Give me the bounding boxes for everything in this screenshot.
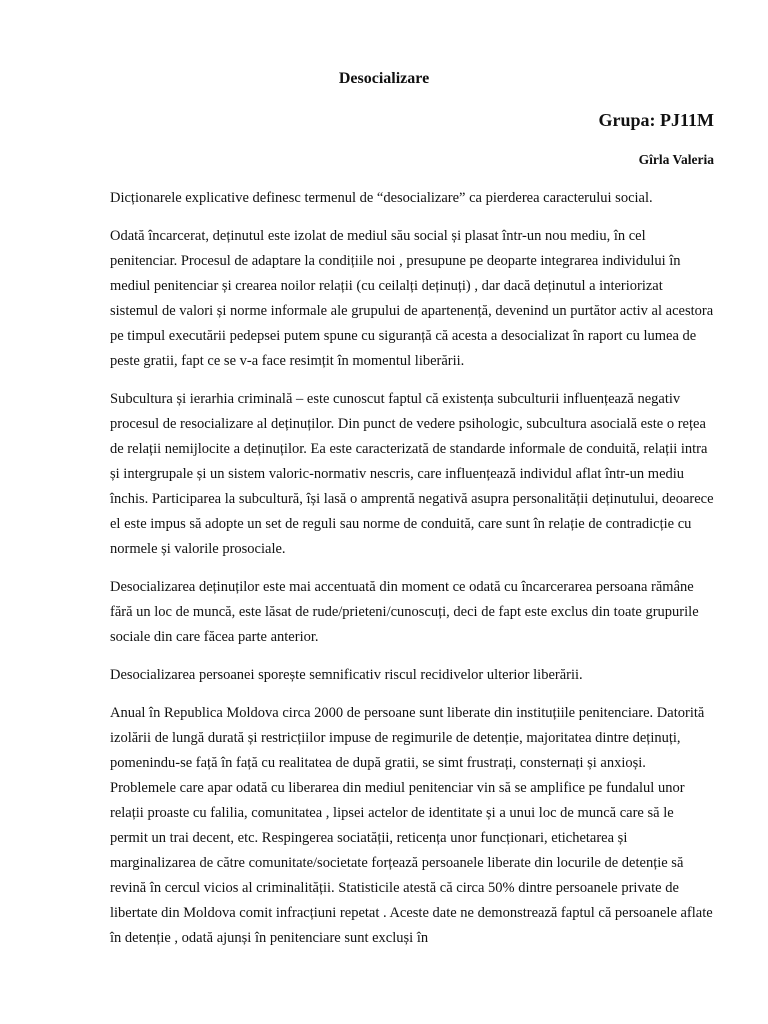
author-name: Gîrla Valeria xyxy=(638,152,714,167)
document-body xyxy=(110,186,714,964)
paragraph: Anual în Republica Moldova circa 2000 de persoane sunt liberate din instituțiile penitenciare. Datorită izolării de lungă durată și restricțiilor impuse de regimurile de detenție, majoritatea dintre deținuți, pomenindu-se față în față cu realitatea de după gratii, se simt frustrați, consternați și anxioși. Problemele care apar odată cu liberarea din mediul penitenciar vin să se amplifice pe fundalul unor relații proaste cu falilia, comunitatea , lipsei actelor de identitate și a unui loc de muncă care să le permit un trai decent, etc. Respingerea sociatății, reticența unor funcționari, etichetarea și marginalizarea de către comunitate/societate forțează persoanele liberate din locurile de detenție să revină în cercul vicios al criminalității. Statisticile atestă că circa 50% dintre persoanele private de libertate din Moldova comit infracțiuni repetat . Aceste date ne demonstrează faptul că persoanele aflate în detenție , odată ajunși în penitenciare sunt excluși în xyxy=(110,705,713,946)
paragraph: Subcultura și ierarhia criminală – este cunoscut faptul că existența subculturii influențează negativ procesul de resocializare al deținuților. Din punct de vedere psihologic, subcultura asocială este o rețea de relații nemijlocite a deținuților. Ea este caracterizată de standarde informale de conduită, relații intra și intergrupale și un sistem valoric-normativ nescris, care influențează individul aflat într-un mediu închis. Participarea la subcultură, își lasă o amprentă negativă asupra personalității deținutului, deoarece el este impus să adopte un set de reguli sau norme de conduită, care sunt în relație de contradicție cu normele și valorile prosociale. xyxy=(110,391,714,557)
paragraph: Desocializarea persoanei sporește semnificativ riscul recidivelor ulterior liberării. xyxy=(110,667,583,683)
paragraph: Odată încarcerat, deținutul este izolat de mediul său social și plasat într-un nou mediu, în cel penitenciar. Procesul de adaptare la condițiile noi , presupune pe deoparte integrarea individului în mediul penitenciar și crearea noilor relații (cu ceilalți deținuți) , dar dacă deținutul a interiorizat sistemul de valori și norme informale ale grupului de apartenență, devenind un purtător activ al acestora pe timpul executării pedepsei putem spune cu siguranță că acesta a desocializat în raport cu lumea de peste gratii, fapt ce se v-a face resimțit în momentul liberării. xyxy=(110,228,714,369)
paragraph: Dicționarele explicative definesc termenul de “desocializare” ca pierderea caracterului social. xyxy=(110,190,653,206)
document-title: Desocializare xyxy=(338,70,430,87)
paragraph: Desocializarea deținuților este mai accentuată din moment ce odată cu încarcerarea persoana rămâne fără un loc de muncă, este lăsat de rude/prieteni/cunoscuți, deci de fapt este exclus din toate grupurile sociale din care făcea parte anterior. xyxy=(110,579,699,645)
group-label: Grupa: PJ11M xyxy=(598,110,714,130)
